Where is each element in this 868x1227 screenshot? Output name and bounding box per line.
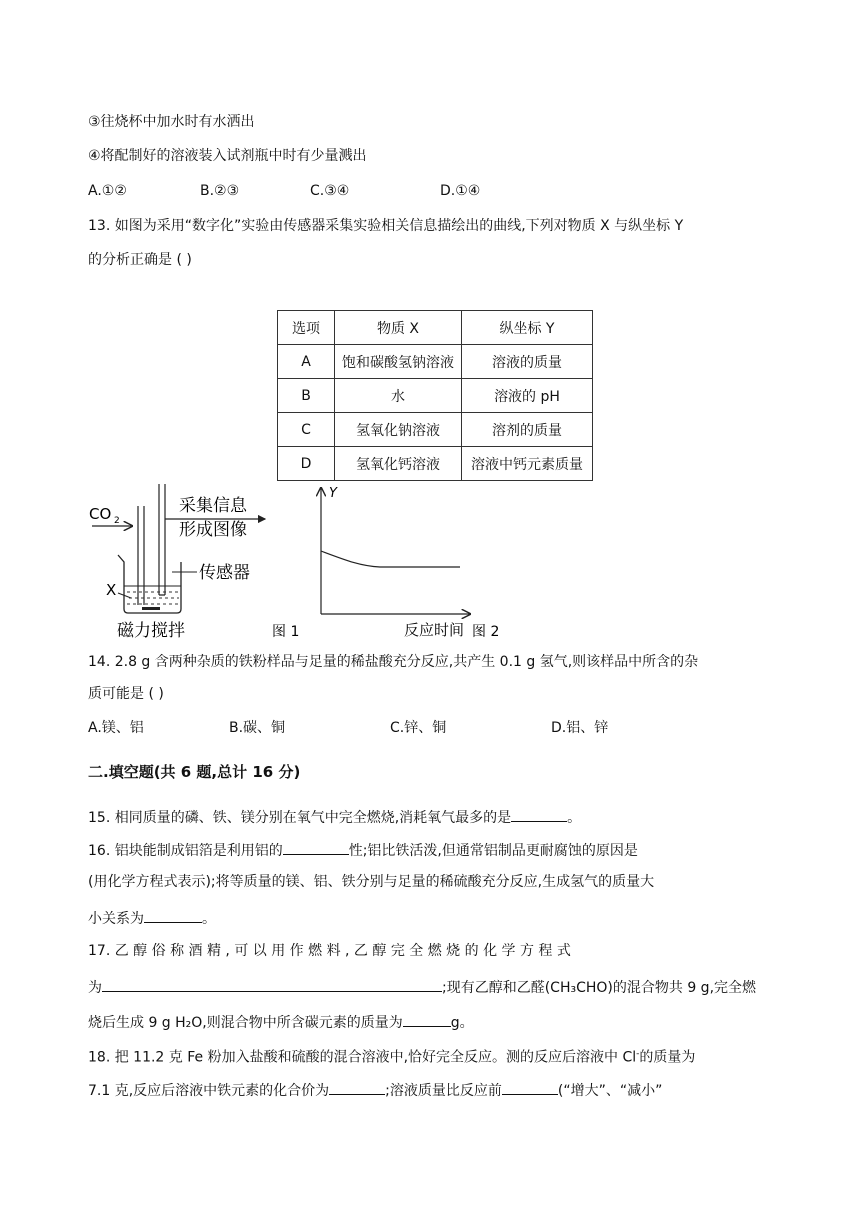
q14-stem-line2: 质可能是 ( )	[88, 686, 164, 702]
table-cell: 水	[335, 379, 462, 413]
q17-text-line2: 为	[88, 980, 102, 996]
q12-option-c: C.③④	[310, 183, 350, 199]
figure-2-caption: 图 2	[472, 624, 500, 640]
q16-stem-line1	[88, 838, 638, 861]
q18-text-cont: 的质量为	[639, 1049, 696, 1066]
q17-blank-1[interactable]	[102, 975, 442, 992]
co2-subscript: 2	[114, 516, 120, 526]
table-cell: 溶液中钙元素质量	[462, 447, 593, 481]
q16-blank-2[interactable]	[144, 906, 202, 923]
co2-label: CO	[89, 505, 112, 523]
q15-stem	[88, 805, 581, 828]
q15-blank[interactable]	[511, 805, 567, 822]
q16-text-line3: 小关系为	[88, 911, 144, 927]
q18-blank-2[interactable]	[502, 1078, 558, 1095]
q18-stem-line1	[88, 1044, 695, 1068]
q15-text: 15. 相同质量的磷、铁、镁分别在氧气中完全燃烧,消耗氧气最多的是	[88, 810, 512, 826]
table-cell: 氢氧化钙溶液	[335, 447, 462, 481]
table-header-cell: 选项	[278, 311, 335, 345]
table-cell: B	[278, 379, 335, 413]
sensor-label: 传感器	[199, 563, 250, 583]
q13-stem-line1: 13. 如图为采用“数字化”实验由传感器采集实验相关信息描绘出的曲线,下列对物质 X 与纵坐标 Y	[88, 218, 684, 234]
x-axis-label: 反应时间	[404, 621, 465, 639]
q18-stem-line2	[88, 1078, 662, 1101]
collect-info-label: 采集信息	[179, 496, 247, 516]
y-axis-label: Y	[329, 486, 337, 501]
q14-option-a: A.镁、铝	[88, 720, 144, 736]
q16-stem-line3	[88, 906, 216, 929]
table-cell: 饱和碳酸氢钠溶液	[335, 345, 462, 379]
q18-blank-1[interactable]	[329, 1078, 385, 1095]
table-header-cell: 纵坐标 Y	[462, 311, 593, 345]
q16-stem-line2: (用化学方程式表示);将等质量的镁、铝、铁分别与足量的稀硫酸充分反应,生成氢气的质量大	[88, 874, 655, 890]
stir-bar	[142, 607, 160, 610]
q12-item-4: ④将配制好的溶液装入试剂瓶中时有少量溅出	[88, 148, 367, 164]
q14-option-c: C.锌、铜	[390, 720, 447, 736]
stir-label: 磁力搅拌	[117, 621, 185, 641]
curve	[321, 551, 460, 567]
q16-text-line3-end: 。	[202, 911, 216, 927]
q18-text-line2-end: (“增大”、“减小”	[557, 1083, 663, 1099]
table-cell: 溶剂的质量	[462, 413, 593, 447]
q12-item-3: ③往烧杯中加水时有水洒出	[88, 114, 255, 130]
q17-text-line2-cont: ;现有乙醇和乙醛(CH₃CHO)的混合物共 9 g,完全燃	[442, 980, 757, 996]
q18-text-line2: 7.1 克,反应后溶液中铁元素的化合价为	[88, 1083, 330, 1099]
table-header-cell: 物质 X	[335, 311, 462, 345]
table-cell: A	[278, 345, 335, 379]
figure-2-graph	[321, 486, 499, 640]
q16-text-cont: 性;铝比铁活泼,但通常铝制品更耐腐蚀的原因是	[348, 843, 638, 859]
q14-option-b: B.碳、铜	[229, 720, 286, 736]
figure-1-caption: 图 1	[272, 624, 300, 640]
q16-blank-1[interactable]	[283, 838, 349, 855]
q18-superscript: -	[636, 1049, 640, 1059]
q12-option-b: B.②③	[200, 183, 240, 199]
inlet-tube	[138, 506, 144, 605]
q15-text-end: 。	[567, 810, 582, 826]
q17-text-line3-end: g。	[450, 1015, 474, 1031]
q13-stem-line2: 的分析正确是 ( )	[88, 252, 192, 268]
sensor-probe	[159, 484, 165, 595]
table-cell: C	[278, 413, 335, 447]
x-substance-label: X	[106, 581, 117, 599]
q17-blank-2[interactable]	[403, 1010, 451, 1027]
figure-1-apparatus	[89, 484, 299, 641]
q18-text: 18. 把 11.2 克 Fe 粉加入盐酸和硫酸的混合溶液中,恰好完全反应。测的反应后溶液中 Cl	[88, 1049, 637, 1066]
q12-option-d: D.①④	[440, 183, 481, 199]
table-cell: 溶液的质量	[462, 345, 593, 379]
table-cell: 溶液的 pH	[462, 379, 593, 413]
q18-text-line2-cont: ;溶液质量比反应前	[385, 1083, 502, 1099]
q17-text-line3: 烧后生成 9 g H₂O,则混合物中所含碳元素的质量为	[88, 1015, 403, 1031]
table-cell: 氢氧化钠溶液	[335, 413, 462, 447]
q12-option-a: A.①②	[88, 183, 127, 199]
q14-stem-line1: 14. 2.8 g 含两种杂质的铁粉样品与足量的稀盐酸充分反应,共产生 0.1 g 氢气,则该样品中所含的杂	[88, 654, 699, 670]
liquid-hatching	[127, 592, 179, 604]
q14-option-d: D.铝、锌	[551, 720, 609, 736]
q17-stem-line3	[88, 1010, 474, 1033]
table-cell: D	[278, 447, 335, 481]
q17-stem-line2	[88, 975, 756, 998]
form-image-label: 形成图像	[179, 520, 247, 540]
section-2-heading: 二.填空题(共 6 题,总计 16 分)	[88, 763, 301, 781]
q16-text: 16. 铝块能制成铝箔是利用铝的	[88, 843, 283, 859]
q17-stem-line1: 17. 乙 醇 俗 称 酒 精 , 可 以 用 作 燃 料 , 乙 醇 完 全 燃 烧 的 化 学 方 程 式	[88, 943, 571, 959]
